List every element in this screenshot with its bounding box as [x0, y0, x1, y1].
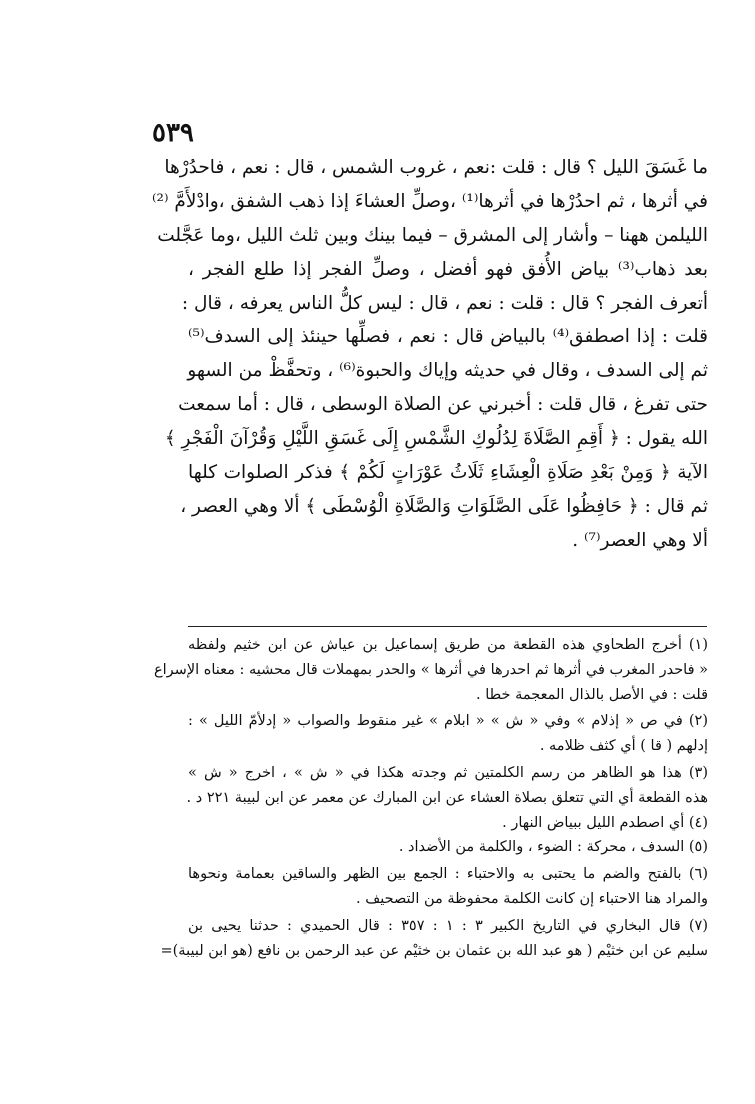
quran-verse-line: الآية ﴿ وَمِنْ بَعْدِ صَلَاةِ الْعِشَاءِ ثَلَاثُ عَوْرَاتٍ لَكُمْ ﴾ فذكر الصلوات كلها	[188, 462, 708, 484]
footnote-line: قلت : في الأصل بالذال المعجمة خطا .	[476, 686, 708, 703]
text-line: في أثرها ، ثم احدُرْها في أثرها⁽¹⁾ ،وصلِّ العشاءَ إذا ذهب الشفق ،وادْلأَمَّ ⁽²⁾	[151, 190, 708, 212]
quran-verse-line: ثم قال : ﴿ حَافِظُوا عَلَى الصَّلَوَاتِ وَالصَّلَاةِ الْوُسْطَى ﴾ ألا وهي العصر ،	[180, 495, 708, 517]
footnote-line: (٧) قال البخاري في التاريخ الكبير ٣ : ١ : ٣٥٧ : قال الحميدي : حدثنا يحيى بن	[188, 917, 709, 934]
footnote-2	[188, 709, 708, 759]
footnote-line: إدلهم ( قا ) أي كثف ظلامه .	[539, 738, 708, 755]
text-line: الليلمن ههنا – وأشار إلى المشرق – فيما بينك وبين ثلث الليل ،وما عَجَّلت	[157, 224, 708, 246]
page-number: ٥٣٩	[152, 118, 194, 148]
footnote-line: (٣) هذا هو الظاهر من رسم الكلمتين ثم وجدته هكذا في « ش » ، اخرج « ش »	[188, 764, 708, 781]
text-line: ألا وهي العصر⁽⁷⁾ .	[572, 529, 708, 551]
footnote-3	[188, 761, 708, 811]
footnote-line: « فاحدر المغرب في أثرها ثم احدرها في أثرها » والحدر بمهملات قال محشيه : معناه الإسراع	[153, 661, 708, 678]
footnote-line: (٦) بالفتح والضم ما يحتبى به والاحتباء : الجمع بين الظهر والساقين بعمامة ونحوها	[188, 866, 708, 883]
footnote-line: (٤) أي اصطدم الليل ببياض النهار .	[502, 814, 708, 831]
footnote-line: (٢) في ص « إذلام » وفي « ش » « ابلام » غير منقوط والصواب « إدلأمّ الليل » :	[188, 713, 708, 730]
footnote-divider	[188, 626, 707, 627]
text-line: قلت : إذا اصطفق⁽⁴⁾ بالبياض قال : نعم ، فصلِّها حينئذ إلى السدف⁽⁵⁾	[188, 326, 708, 348]
footnote-6	[188, 862, 708, 912]
footnote-line: (٥) السدف ، محركة : الضوء ، والكلمة من الأضداد .	[398, 839, 708, 856]
footnote-line: هذه القطعة أي التي تتعلق بصلاة العشاء عن ابن المبارك عن معمر عن ابن لبيبة ٢٢١ د .	[186, 789, 708, 806]
footnote-4	[188, 811, 708, 836]
footnote-line: (١) أخرج الطحاوي هذه القطعة من طريق إسماعيل بن عياش عن ابن خثيم ولفظه	[188, 637, 708, 653]
text-line: بعد ذهاب⁽³⁾ بياض الأُفق فهو أفضل ، وصلِّ الفجر إذا طلع الفجر ،	[188, 258, 708, 280]
text-line: أتعرف الفجر ؟ قال : قلت : نعم ، قال : ليس كلُّ الناس يعرفه ، قال :	[181, 292, 708, 314]
footnote-line: والمراد هنا الاحتباء إن كانت الكلمة محفوظة من التصحيف .	[356, 890, 708, 907]
quran-verse-line: الله يقول : ﴿ أَقِمِ الصَّلَاةَ لِدُلُوكِ الشَّمْسِ إِلَى غَسَقِ اللَّيْلِ وَقُرْآنَ الْفَجْرِ ﴾	[164, 428, 708, 450]
text-line: حتى تفرغ ، قال قلت : أخبرني عن الصلاة الوسطى ، قال : أما سمعت	[178, 394, 708, 416]
footnote-line: سليم عن ابن خثيْم ( هو عبد الله بن عثمان بن خثيْم عن عبد الرحمن بن نافع (هو ابن لبيبة)=	[160, 942, 708, 959]
main-text-block	[151, 151, 708, 558]
text-line: ثم إلى السدف ، وقال في حديثه وإياك والحبوة⁽⁶⁾ ، وتحفَّظْ من السهو	[187, 360, 708, 382]
footnote-1	[153, 633, 708, 707]
footnote-7	[160, 914, 709, 964]
text-line: ما غَسَقَ الليل ؟ قال : قلت :نعم ، غروب الشمس ، قال : نعم ، فاحدُرْها	[164, 157, 708, 178]
footnotes-section	[153, 633, 709, 963]
footnote-5	[188, 835, 708, 860]
